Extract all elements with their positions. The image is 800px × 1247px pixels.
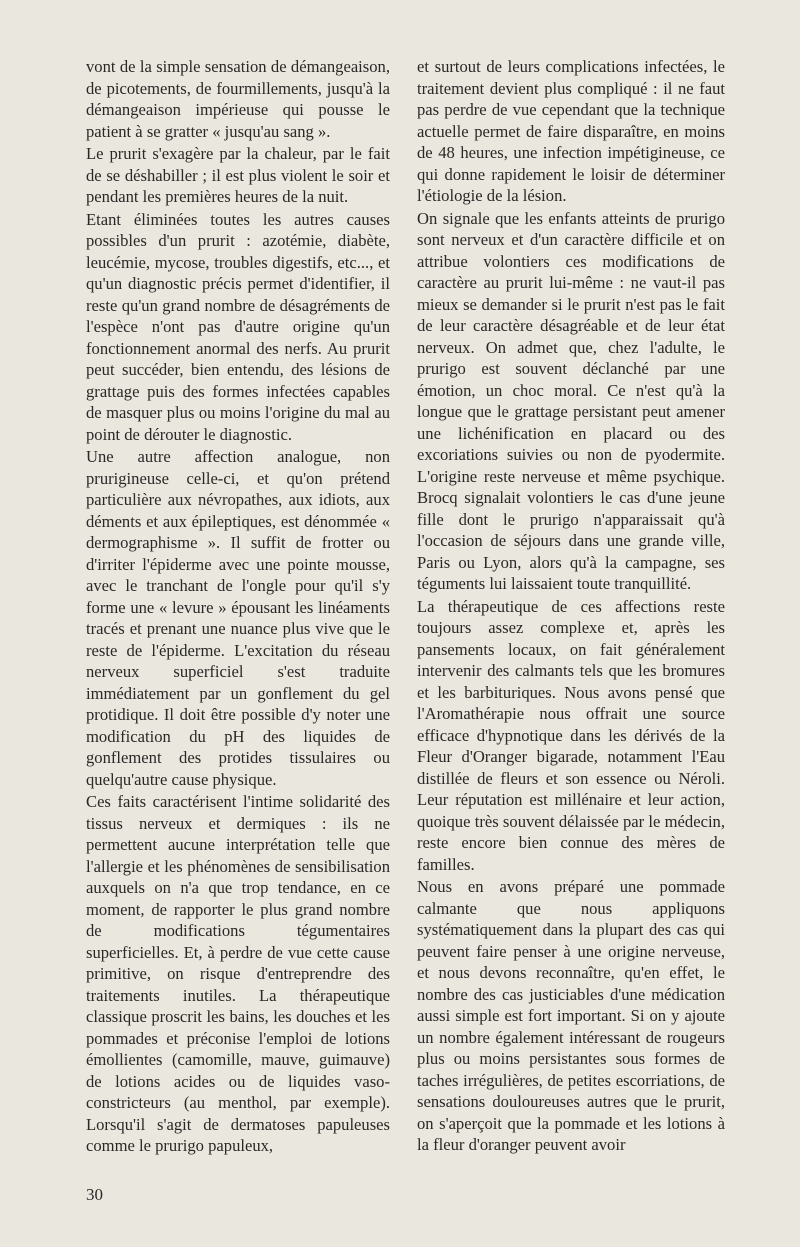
paragraph: On signale que les enfants atteints de prurigo sont nerveux et d'un caractère difficile et on attribue volontiers ces modifications de caractère au prurit lui-même : ne vaut-il pas mieux se demander si le prurit n'est pas le fait de leur caractère désagréable et de leur état nerveux. On admet que, chez l'adulte, le prurigo est souvent déclanché par une émotion, un choc moral. Ce n'est qu'à la longue que le grattage persistant peut amener une lichénification en placard ou des excoriations suivies ou non de pyodermite. L'origine reste nerveuse et même psychique. Brocq signalait volontiers le cas d'une jeune fille dont le prurigo n'apparaissait qu'à l'occasion de séjours dans une grande ville, Paris ou Lyon, alors qu'à la campagne, ses téguments lui laissaient toute tranquillité. (417, 208, 725, 593)
paragraph: Une autre affection analogue, non prurigineuse celle-ci, et qu'on prétend particulière aux névropathes, aux idiots, aux déments et aux épileptiques, est dénommée « dermographisme ». Il suffit de frotter ou d'irriter l'épiderme avec une pointe mousse, avec le tranchant de l'ongle pour qu'il s'y forme une « levure » épousant les linéaments tracés et prenant une nuance plus vive que le reste de l'épiderme. L'excitation du réseau nerveux superficiel s'est traduite immédiatement par un gonflement du gel protidique. Il doit être possible d'y noter une modification du pH des liquides de gonflement des protides tissulaires ou quelqu'autre cause physique. (86, 447, 390, 789)
page-number: 30 (86, 1185, 103, 1204)
text-column-right (417, 56, 725, 1157)
paragraph: vont de la simple sensation de démangeaison, de picotements, de fourmillements, jusqu'à la démangeaison impérieuse qui pousse le patient à se gratter « jusqu'au sang ». (86, 57, 390, 141)
paragraph: Le prurit s'exagère par la chaleur, par le fait de se déshabiller ; il est plus violent le soir et pendant les premières heures de la nuit. (86, 144, 390, 206)
paragraph: Ces faits caractérisent l'intime solidarité des tissus nerveux et dermiques : ils ne permettent aucune interprétation telle que l'allergie et les phénomènes de sensibilisation auxquels on n'a que trop tendance, en ce moment, de rapporter le plus grand nombre de modifications tégumentaires superficielles. Et, à perdre de vue cette cause primitive, on risque d'entreprendre des traitements inutiles. La thérapeutique classique proscrit les bains, les douches et les pommades et préconise l'emploi de lotions émollientes (camomille, mauve, guimauve) de lotions acides ou de liquides vaso-constricteurs (au menthol, par exemple). Lorsqu'il s'agit de dermatoses papuleuses comme le prurigo papuleux, (86, 792, 390, 1155)
text-column-left (86, 56, 390, 1158)
paragraph: Etant éliminées toutes les autres causes possibles d'un prurit : azotémie, diabète, leucémie, mycose, troubles digestifs, etc..., et qu'un diagnostic précis permet d'identifier, il reste qu'un grand nombre de désagréments de l'espèce n'ont pas d'autre origine qu'un fonctionnement anormal des nerfs. Au prurit peut succéder, bien entendu, des lésions de grattage puis des formes infectées capables de masquer plus ou moins l'origine du mal au point de dérouter le diagnostic. (86, 209, 390, 444)
paragraph: Nous en avons préparé une pommade calmante que nous appliquons systématiquement dans la plupart des cas qui peuvent faire penser à une origine nerveuse, et nous devons reconnaître, qu'en effet, le nombre des cas justiciables d'une médication aussi simple est fort important. Si on y ajoute un nombre également intéressant de rougeurs plus ou moins persistantes sous formes de taches irrégulières, de petites escorriations, de sensations douloureuses autres que le prurit, on s'aperçoit que la pommade et les lotions à la fleur d'oranger peuvent avoir (417, 877, 725, 1154)
paragraph: La thérapeutique de ces affections reste toujours assez complexe et, après les pansements locaux, on fait généralement intervenir des calmants tels que les bromures et les barbituriques. Nous avons pensé que l'Aromathérapie nous offrait une source efficace d'hypnotique dans les dérivés de la Fleur d'Oranger bigarade, notamment l'Eau distillée de fleurs et son essence ou Néroli. Leur réputation est millénaire et leur action, quoique très souvent délaissée par le médecin, reste encore bien connue des mères de familles. (417, 596, 725, 874)
paragraph: et surtout de leurs complications infectées, le traitement devient plus compliqué : il ne faut pas perdre de vue cependant que la technique actuelle permet de faire disparaître, en moins de 48 heures, une infection impétigineuse, ce qui donne rapidement le loisir de déterminer l'étiologie de la lésion. (417, 57, 725, 205)
